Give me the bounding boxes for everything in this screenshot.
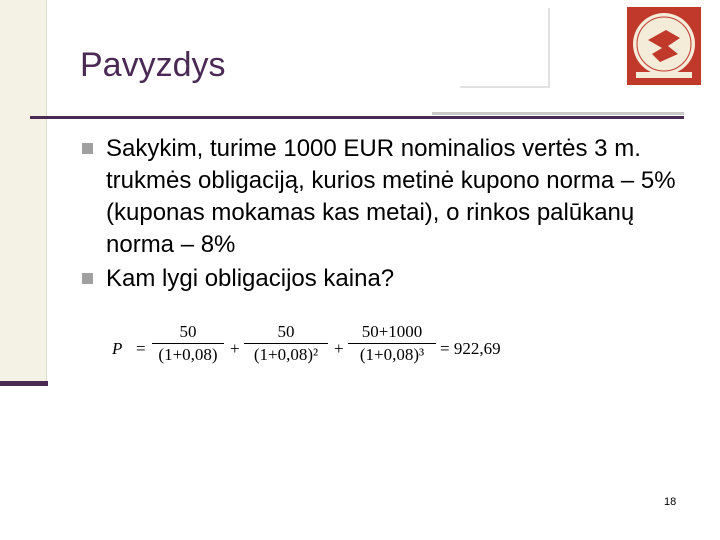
bullet-list (82, 133, 702, 297)
left-decor-rule (0, 381, 48, 386)
formula-lhs: P (112, 339, 123, 358)
square-bullet-icon (82, 143, 93, 154)
term-numerator: 50+1000 (361, 322, 423, 341)
bullet-text: Sakykim, turime 1000 EUR nominalios vertės 3 m. trukmės obligaciją, kurios metinė kupono norma – 5% (kuponas mokamas kas metai), o rinkos palūkanų norma – 8% (106, 135, 676, 258)
bullet-text: Kam lygi obligacijos kaina? (106, 265, 395, 292)
title-underline (30, 116, 684, 119)
university-seal-icon (626, 6, 702, 86)
fraction-bar (152, 343, 224, 344)
formula-equals: = (136, 339, 146, 358)
term-denominator: (1+0,08) (158, 345, 218, 364)
title-decor-rule-light (432, 112, 684, 115)
bond-price-formula (108, 320, 528, 380)
term-denominator: (1+0,08)³ (359, 345, 425, 364)
slide-title: Pavyzdys (80, 46, 226, 84)
term-numerator: 50 (179, 322, 197, 341)
term-numerator: 50 (277, 322, 295, 341)
list-item (82, 133, 702, 261)
formula-term (348, 322, 436, 365)
fraction-bar (348, 343, 436, 344)
formula-result: = 922,69 (440, 339, 501, 358)
formula-plus: + (334, 339, 344, 358)
left-decor-panel (0, 0, 47, 385)
term-denominator: (1+0,08)² (253, 345, 319, 364)
formula-term (152, 322, 224, 365)
page-number: 18 (664, 496, 677, 508)
fraction-bar (244, 343, 328, 344)
list-item (82, 263, 702, 295)
title-decor-frame (460, 8, 550, 88)
formula-plus: + (230, 339, 240, 358)
square-bullet-icon (82, 273, 93, 284)
formula-term (244, 322, 328, 365)
